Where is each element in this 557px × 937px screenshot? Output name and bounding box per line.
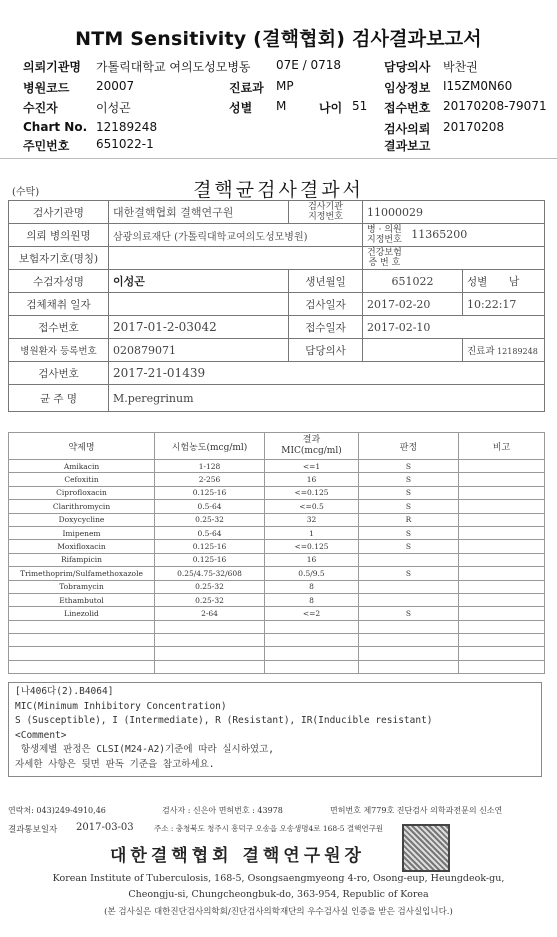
value-hospital-designation: 11365200	[411, 228, 468, 241]
value-sex: M	[276, 99, 287, 113]
table-row	[9, 486, 545, 499]
label-institution: 검사기관명	[9, 201, 109, 224]
concentration-cell: 0.25-32	[155, 513, 265, 526]
drug-name-cell: Amikacin	[9, 460, 155, 473]
concentration-cell: 2-64	[155, 607, 265, 620]
sex-cell	[463, 270, 545, 293]
label-institution-code: 검사기관 지정번호	[289, 201, 363, 224]
label-chart-no: Chart No.	[23, 120, 88, 134]
interpretation-cell	[359, 580, 459, 593]
value-receipt-no: 2017-01-2-03042	[109, 316, 289, 339]
mic-result-cell: <=1	[265, 460, 359, 473]
interpretation-cell: R	[359, 513, 459, 526]
label-receipt-no: 접수번호	[9, 316, 109, 339]
interpretation-cell	[359, 647, 459, 660]
concentration-cell: 0.5-64	[155, 526, 265, 539]
label-attending-doctor: 담당의사	[384, 60, 431, 74]
comment-line-1: 항생제별 판정은 CLSI(M24-A2)기준에 따라 실시하였고,	[15, 744, 274, 755]
value-dept: 12189248	[497, 347, 538, 356]
mic-result-cell: <=2	[265, 607, 359, 620]
label-age: 나이	[319, 101, 343, 115]
value-birth: 651022	[363, 270, 463, 293]
label-sex-report: 성별	[467, 276, 488, 288]
interpretation-cell: S	[359, 567, 459, 580]
value-age: 51	[352, 99, 368, 113]
footer-inspector: 검사자 : 신은아 면허번호 : 43978	[162, 806, 283, 815]
remark-cell	[459, 593, 545, 606]
report-title: 결핵균검사결과서	[193, 179, 364, 201]
value-test-date: 2017-02-20	[363, 293, 463, 316]
table-row	[9, 460, 545, 473]
interpretation-cell	[359, 593, 459, 606]
value-registration-no: 020879071	[109, 339, 289, 362]
concentration-cell: 0.25/4.75-32/608	[155, 567, 265, 580]
interpretation-cell: S	[359, 540, 459, 553]
drug-name-cell: Ethambutol	[9, 593, 155, 606]
value-collect-date	[109, 293, 289, 316]
value-resident-number: 651022-1	[96, 137, 154, 151]
value-hospital-code: 20007	[96, 79, 135, 93]
header-interpretation: 판정	[359, 433, 459, 460]
concentration-cell: 0.5-64	[155, 500, 265, 513]
health-insurance-cell	[363, 247, 545, 270]
value-test-time: 10:22:17	[463, 293, 545, 316]
label-hospital-code: 병원코드	[23, 81, 70, 95]
label-receipt-date: 접수일자	[289, 316, 363, 339]
value-test-no: 2017-21-01439	[109, 362, 545, 385]
drug-name-cell: Clarithromycin	[9, 500, 155, 513]
header-remark: 비고	[459, 433, 545, 460]
value-doctor	[363, 339, 463, 362]
drug-susceptibility-table	[8, 432, 544, 674]
header-divider	[0, 158, 557, 159]
remark-cell	[459, 486, 545, 499]
header-concentration: 시험농도(mcg/ml)	[155, 433, 265, 460]
value-species: M.peregrinum	[109, 385, 545, 412]
label-test-request: 검사의뢰	[384, 122, 431, 136]
label-species: 균 주 명	[9, 385, 109, 412]
footer-notify-label: 결과통보일자	[8, 825, 58, 835]
table-row	[9, 607, 545, 620]
table-row	[9, 660, 545, 673]
label-health-insurance: 건강보험 증 번 호	[367, 247, 402, 268]
remark-cell	[459, 526, 545, 539]
value-receipt-date: 2017-02-10	[363, 316, 545, 339]
value-test-request: 20170208	[443, 120, 505, 134]
header-drug: 약제명	[9, 433, 155, 460]
table-row	[9, 634, 545, 647]
drug-name-cell: Rifampicin	[9, 553, 155, 566]
footer-license: 면허번호 제779호 진단검사 의학과전문의 신소연	[330, 806, 503, 815]
table-row	[9, 500, 545, 513]
value-department: MP	[276, 79, 294, 93]
drug-name-cell: Moxifloxacin	[9, 540, 155, 553]
mic-result-cell	[265, 647, 359, 660]
concentration-cell: 1-128	[155, 460, 265, 473]
interpretation-cell: S	[359, 473, 459, 486]
label-birth: 생년월일	[289, 270, 363, 293]
comment-heading: <Comment>	[15, 729, 67, 741]
label-doctor: 담당의사	[289, 339, 363, 362]
mic-result-cell: 0.5/9.5	[265, 567, 359, 580]
concentration-cell: 0.25-32	[155, 580, 265, 593]
value-institution-code: 11000029	[363, 201, 545, 224]
table-row	[9, 473, 545, 486]
label-resident-number: 주민번호	[23, 139, 70, 153]
mic-result-cell: 8	[265, 580, 359, 593]
dept-cell	[463, 339, 545, 362]
value-receipt-number: 20170208-79071	[443, 99, 547, 113]
concentration-cell	[155, 634, 265, 647]
label-requesting-hospital: 의뢰 병의원명	[9, 224, 109, 247]
label-patient: 수진자	[23, 101, 58, 115]
table-row	[9, 580, 545, 593]
label-registration-no: 병원환자 등록번호	[9, 339, 109, 362]
remark-cell	[459, 660, 545, 673]
consignment-tag: (수탁)	[12, 187, 40, 198]
value-requesting-institution: 가톨릭대학교 여의도성모병동	[96, 60, 251, 74]
footer-notify-date: 2017-03-03	[76, 822, 134, 833]
remark-cell	[459, 473, 545, 486]
interpretation-cell: S	[359, 500, 459, 513]
value-insurance	[109, 247, 363, 270]
label-receipt-number: 접수번호	[384, 101, 431, 115]
footer-contact: 연락처: 043)249-4910,46	[8, 806, 106, 815]
interpretation-cell: S	[359, 607, 459, 620]
footer-certification-note: (본 검사실은 대한진단검사의학회/진단검사의학재단의 우수검사실 인증을 받은 검사실입니다.)	[104, 907, 453, 917]
table-row	[9, 553, 545, 566]
table-row	[9, 526, 545, 539]
interpretation-cell: S	[359, 460, 459, 473]
label-department: 진료과	[229, 81, 264, 95]
comment-code: [나406다(2).B4064]	[15, 686, 114, 697]
comment-box	[8, 682, 542, 777]
remark-cell	[459, 567, 545, 580]
drug-name-cell	[9, 634, 155, 647]
footer-organization-en-2: Cheongju-si, Chungcheongbuk-do, 363-954, Republic of Korea	[128, 889, 429, 900]
table-row	[9, 540, 545, 553]
concentration-cell: 0.25-32	[155, 593, 265, 606]
remark-cell	[459, 460, 545, 473]
remark-cell	[459, 634, 545, 647]
patient-info-table	[8, 200, 544, 412]
mic-result-cell: 16	[265, 553, 359, 566]
value-institution: 대한결핵협회 결핵연구원	[109, 201, 289, 224]
interpretation-cell	[359, 660, 459, 673]
concentration-cell	[155, 660, 265, 673]
mic-result-cell: 32	[265, 513, 359, 526]
mic-result-cell	[265, 660, 359, 673]
footer-organization-en-1: Korean Institute of Tuberculosis, 168-5, Osongsaengmyeong 4-ro, Osong-eup, Heungdeok-gu,	[52, 873, 505, 884]
remark-cell	[459, 540, 545, 553]
concentration-cell	[155, 647, 265, 660]
concentration-cell: 0.125-16	[155, 553, 265, 566]
document-title: NTM Sensitivity (결핵협회) 검사결과보고서	[75, 28, 482, 50]
drug-name-cell: Doxycycline	[9, 513, 155, 526]
remark-cell	[459, 620, 545, 633]
value-sex-report: 남	[508, 275, 520, 288]
value-patient: 이성곤	[96, 101, 131, 115]
mic-result-cell: <=0.125	[265, 540, 359, 553]
value-requesting-hospital: 삼광의료재단 (가톨릭대학교여의도성모병원)	[109, 224, 363, 247]
mic-result-cell: <=0.125	[265, 486, 359, 499]
drug-name-cell: Tobramycin	[9, 580, 155, 593]
label-clinical-info: 임상정보	[384, 81, 431, 95]
mic-result-cell: 16	[265, 473, 359, 486]
header-mic: 결과 MIC(mcg/ml)	[265, 433, 359, 460]
drug-name-cell	[9, 647, 155, 660]
drug-name-cell	[9, 660, 155, 673]
mic-result-cell	[265, 620, 359, 633]
mic-result-cell: 8	[265, 593, 359, 606]
remark-cell	[459, 607, 545, 620]
concentration-cell: 0.125-16	[155, 486, 265, 499]
label-test-no: 검사번호	[9, 362, 109, 385]
interpretation-cell: S	[359, 486, 459, 499]
label-test-date: 검사일자	[289, 293, 363, 316]
drug-name-cell	[9, 620, 155, 633]
value-clinical-info: I15ZM0N60	[443, 79, 513, 93]
label-dept: 진료과	[467, 346, 495, 357]
comment-mic-definition: MIC(Minimum Inhibitory Concentration)	[15, 700, 227, 712]
value-attending-doctor: 박찬권	[443, 60, 478, 74]
remark-cell	[459, 500, 545, 513]
concentration-cell: 2-256	[155, 473, 265, 486]
remark-cell	[459, 580, 545, 593]
mic-result-cell: 1	[265, 526, 359, 539]
interpretation-cell	[359, 553, 459, 566]
label-hospital-designation: 병 · 의원 지정번호	[367, 225, 402, 245]
table-row	[9, 567, 545, 580]
interpretation-cell	[359, 634, 459, 647]
interpretation-cell: S	[359, 526, 459, 539]
label-result-report: 결과보고	[384, 139, 431, 153]
concentration-cell	[155, 620, 265, 633]
value-patient-name: 이성곤	[109, 270, 289, 293]
remark-cell	[459, 553, 545, 566]
table-row	[9, 513, 545, 526]
value-chart-no: 12189248	[96, 120, 158, 134]
drug-name-cell: Ciprofloxacin	[9, 486, 155, 499]
value-ward-room: 07E / 0718	[276, 58, 342, 72]
label-sex: 성별	[229, 101, 253, 115]
label-collect-date: 검체채취 일자	[9, 293, 109, 316]
table-row	[9, 647, 545, 660]
table-row	[9, 620, 545, 633]
comment-line-2: 자세한 사항은 뒷면 판독 기준을 참고하세요.	[15, 758, 215, 770]
concentration-cell: 0.125-16	[155, 540, 265, 553]
label-patient-name: 수검자성명	[9, 270, 109, 293]
official-seal	[402, 824, 450, 872]
interpretation-cell	[359, 620, 459, 633]
drug-name-cell: Cefoxitin	[9, 473, 155, 486]
remark-cell	[459, 647, 545, 660]
drug-name-cell: Imipenem	[9, 526, 155, 539]
table-row	[9, 593, 545, 606]
remark-cell	[459, 513, 545, 526]
drug-name-cell: Trimethoprim/Sulfamethoxazole	[9, 567, 155, 580]
footer-organization-kr: 대한결핵협회 결핵연구원장	[110, 846, 365, 866]
hospital-code-cell	[363, 224, 545, 247]
label-requesting-institution: 의뢰기관명	[23, 60, 81, 74]
comment-legend: S (Susceptible), I (Intermediate), R (Resistant), IR(Inducible resistant)	[15, 715, 433, 726]
footer-address: 주소 : 충청북도 청주시 흥덕구 오송읍 오송생명4로 168-5 결핵연구원	[154, 824, 384, 833]
label-insurance: 보험자기호(명칭)	[9, 247, 109, 270]
mic-result-cell	[265, 634, 359, 647]
mic-result-cell: <=0.5	[265, 500, 359, 513]
drug-name-cell: Linezolid	[9, 607, 155, 620]
